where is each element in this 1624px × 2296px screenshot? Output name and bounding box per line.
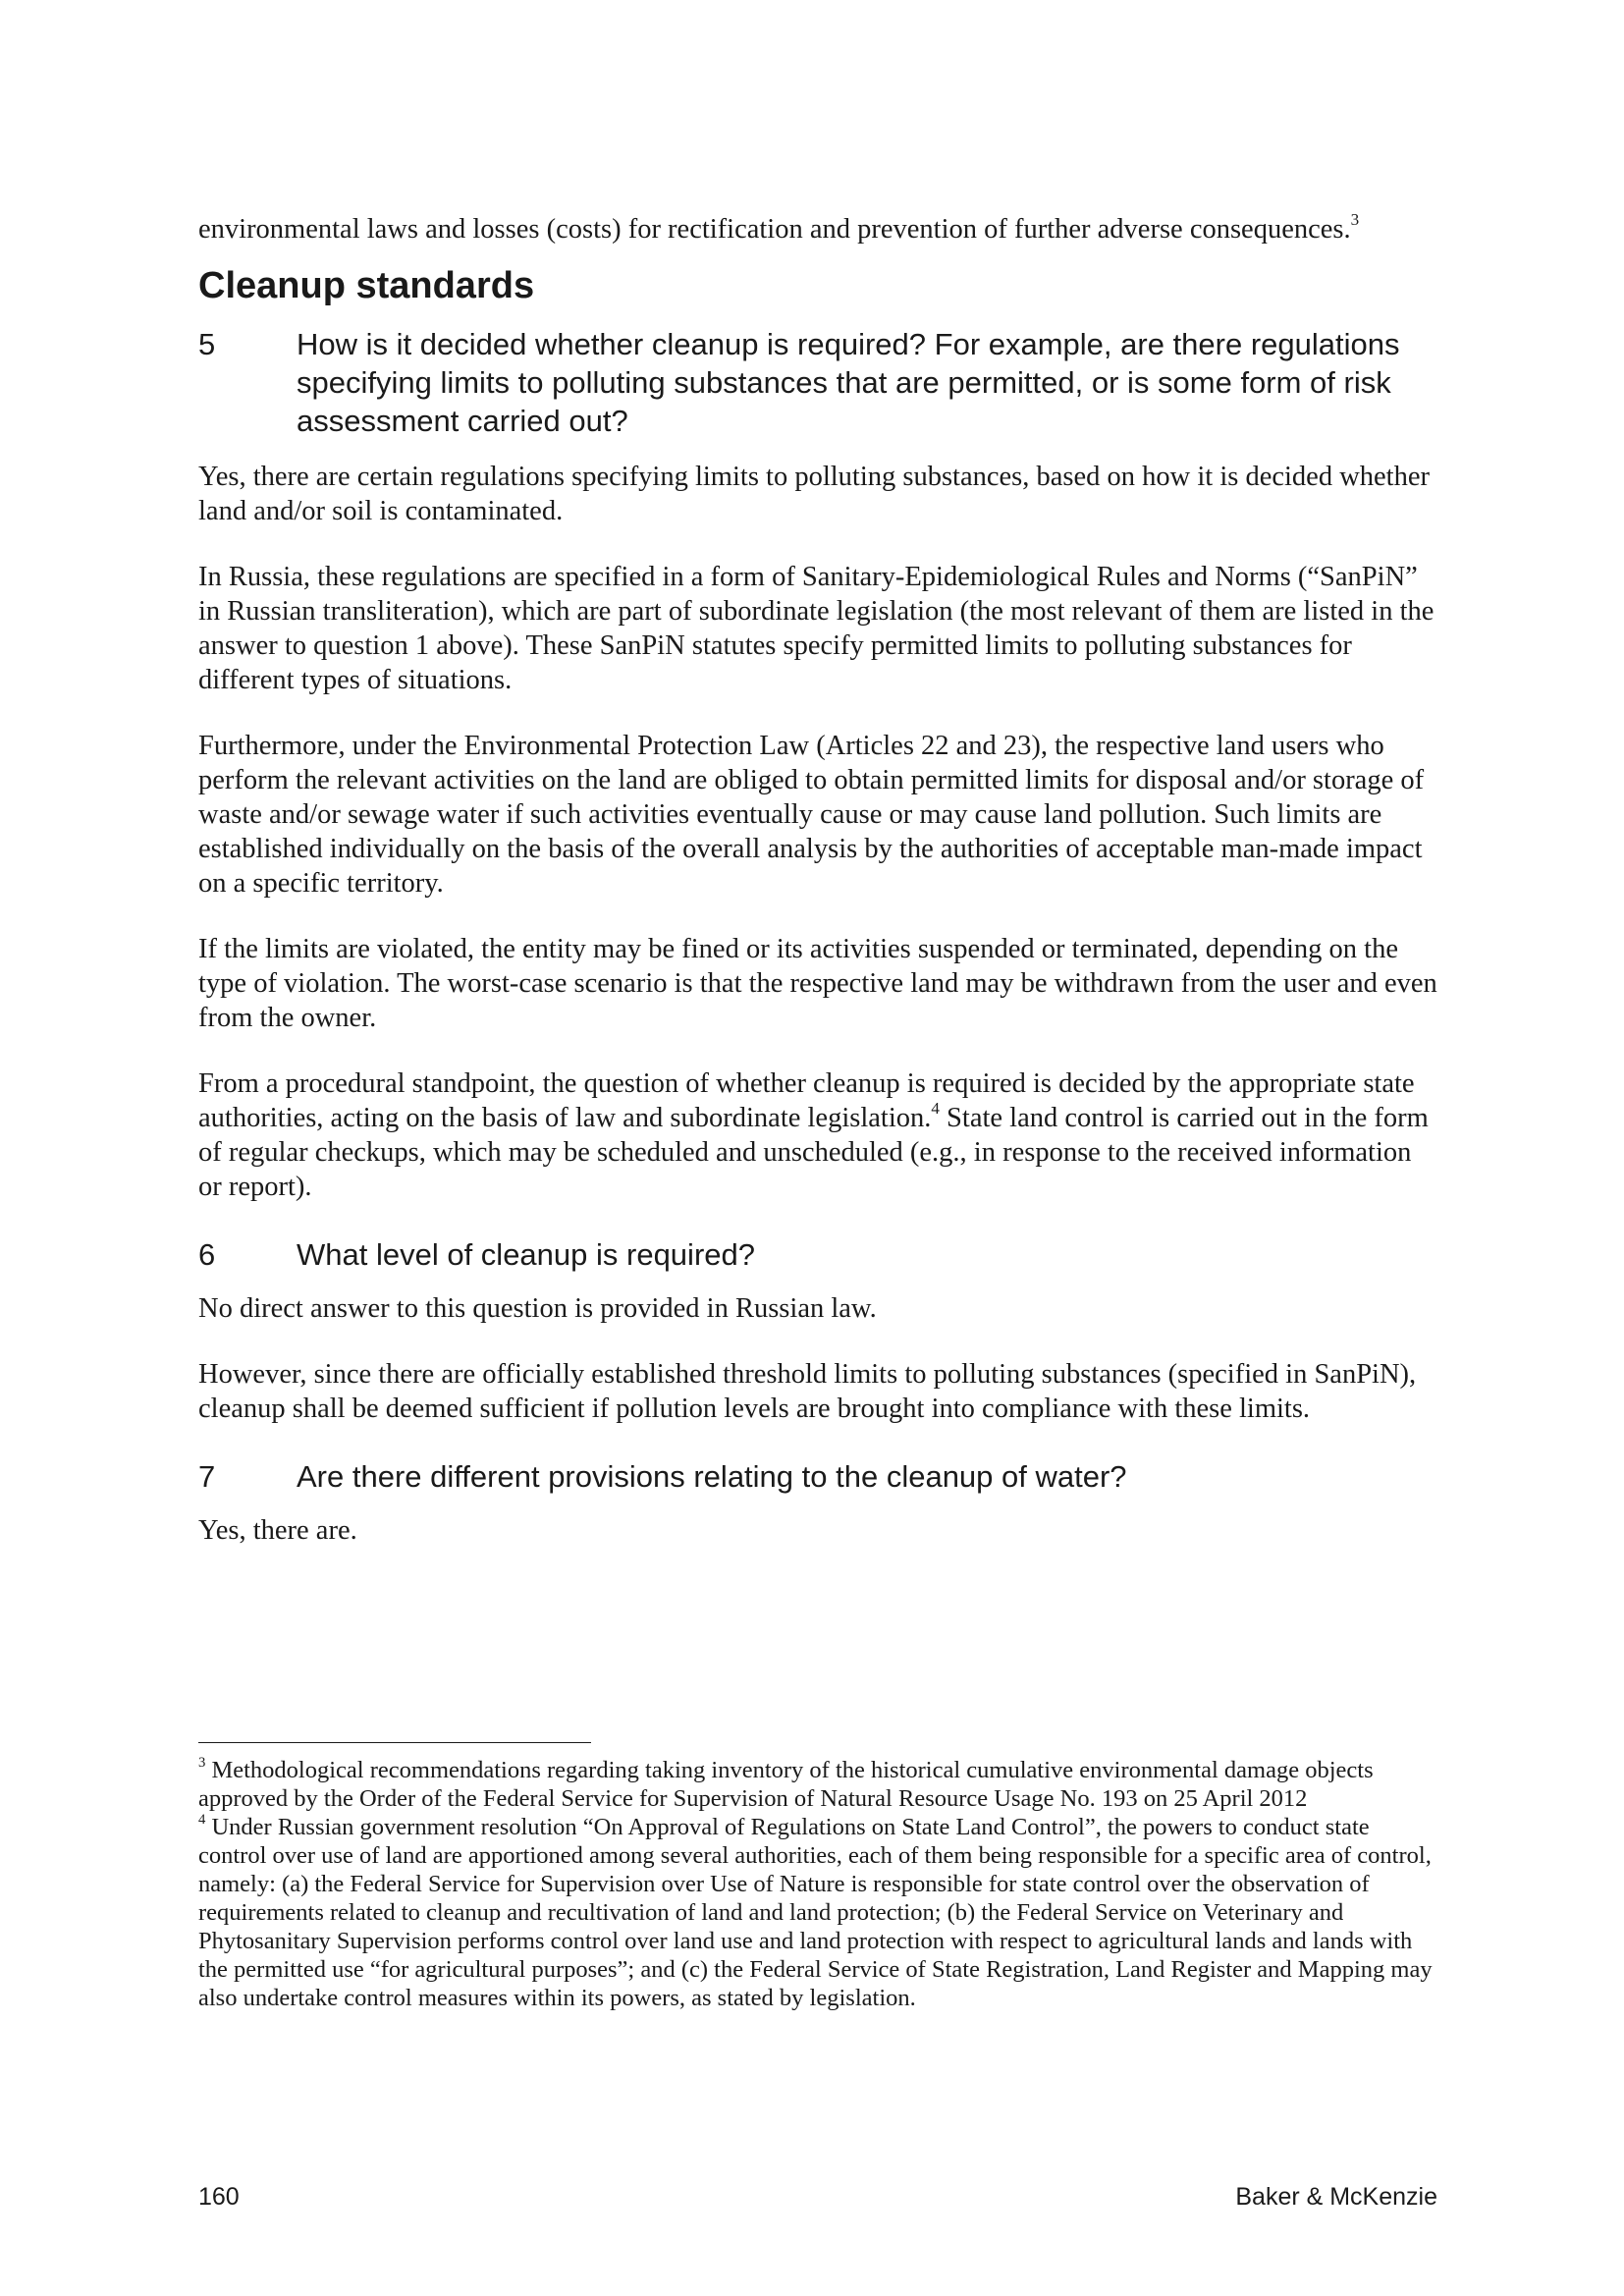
question-5 [198,325,1437,440]
question-text: What level of cleanup is required? [297,1237,755,1272]
footnote-3 [198,1756,1437,1813]
answer-5-paragraph-5 [198,1066,1437,1204]
footnotes-section [198,1756,1437,2012]
footnote-4 [198,1813,1437,2012]
question-text: Are there different provisions relating to the cleanup of water? [297,1459,1127,1494]
publisher-name: Baker & McKenzie [1235,2183,1437,2211]
page-number: 160 [198,2183,240,2211]
footnote-separator [198,1742,591,1743]
footnote-ref-4[interactable]: 4 [931,1098,940,1118]
answer-6-paragraph-2: However, since there are officially established threshold limits to polluting substances (specified in SanPiN), cleanup shall be deemed sufficient if pollution levels are brought into compliance with these limits. [198,1359,1417,1424]
answer-7-paragraph-1: Yes, there are. [198,1515,357,1546]
answer-5-paragraph-1: Yes, there are certain regulations specifying limits to polluting substances, based on how it is decided whether land and/or soil is contaminated. [198,462,1430,526]
footnote-text: Methodological recommendations regarding taking inventory of the historical cumulative environmental damage objects approved by the Order of the Federal Service for Supervision of Natural Resource Usage No. 193 on 25 April 2012 [198,1757,1374,1812]
question-number: 6 [198,1237,216,1272]
footnote-text: Under Russian government resolution “On Approval of Regulations on State Land Control”, the powers to conduct state control over use of land are apportioned among several authorities, each of them being responsible for a specific area of control, namely: (a) the Federal Service for Supervision over Use of Nature is responsible for state control over the observation of requirements related to cleanup and recultivation of land and land protection; (b) the Federal Service on Veterinary and Phytosanitary Supervision performs control over land use and land protection with respect to agricultural lands and lands with the permitted use “for agricultural purposes”; and (c) the Federal Service of State Registration, Land Register and Mapping may also undertake control measures within its powers, as stated by legislation. [198,1814,1433,2011]
answer-5-paragraph-5-start: From a procedural standpoint, the question of whether cleanup is required is decided by the appropriate state authorities, acting on the basis of law and subordinate legislation. [198,1068,1415,1133]
footnote-ref-3[interactable]: 3 [1350,209,1360,229]
footnote-mark: 4 [198,1811,206,1828]
answer-5-paragraph-4: If the limits are violated, the entity may be fined or its activities suspended or terminated, depending on the type of violation. The worst-case scenario is that the respective land may be withdrawn from the user and even from the owner. [198,934,1437,1033]
answer-5-paragraph-5-end: State land control is carried out in the form of regular checkups, which may be scheduled and unscheduled (e.g., in response to the received information or report). [198,1103,1429,1202]
question-number: 7 [198,1459,216,1494]
question-7 [198,1457,1437,1496]
question-6 [198,1235,1437,1274]
section-title: Cleanup standards [198,265,535,306]
answer-5-paragraph-2: In Russia, these regulations are specified in a form of Sanitary-Epidemiological Rules and Norms (“SanPiN” in Russian transliteration), which are part of subordinate legislation (the most relevant of them are listed in the answer to question 1 above). These SanPiN statutes specify permitted limits to polluting substances for different types of situations. [198,562,1435,695]
question-text: How is it decided whether cleanup is required? For example, are there regulations specifying limits to polluting substances that are permitted, or is some form of risk assessment carried out? [297,327,1400,438]
answer-6-paragraph-1: No direct answer to this question is provided in Russian law. [198,1293,877,1324]
main-content [198,209,1437,1579]
answer-5-paragraph-3: Furthermore, under the Environmental Protection Law (Articles 22 and 23), the respective land users who perform the relevant activities on the land are obliged to obtain permitted limits for disposal and/or storage of waste and/or sewage water if such activities eventually cause or may cause land pollution. Such limits are established individually on the basis of the overall analysis by the authorities of acceptable man-made impact on a specific territory. [198,731,1425,899]
intro-paragraph-text: environmental laws and losses (costs) for rectification and prevention of further adverse consequences. [198,214,1351,245]
intro-paragraph [198,209,1437,246]
question-number: 5 [198,327,216,361]
footnote-mark: 3 [198,1754,206,1771]
